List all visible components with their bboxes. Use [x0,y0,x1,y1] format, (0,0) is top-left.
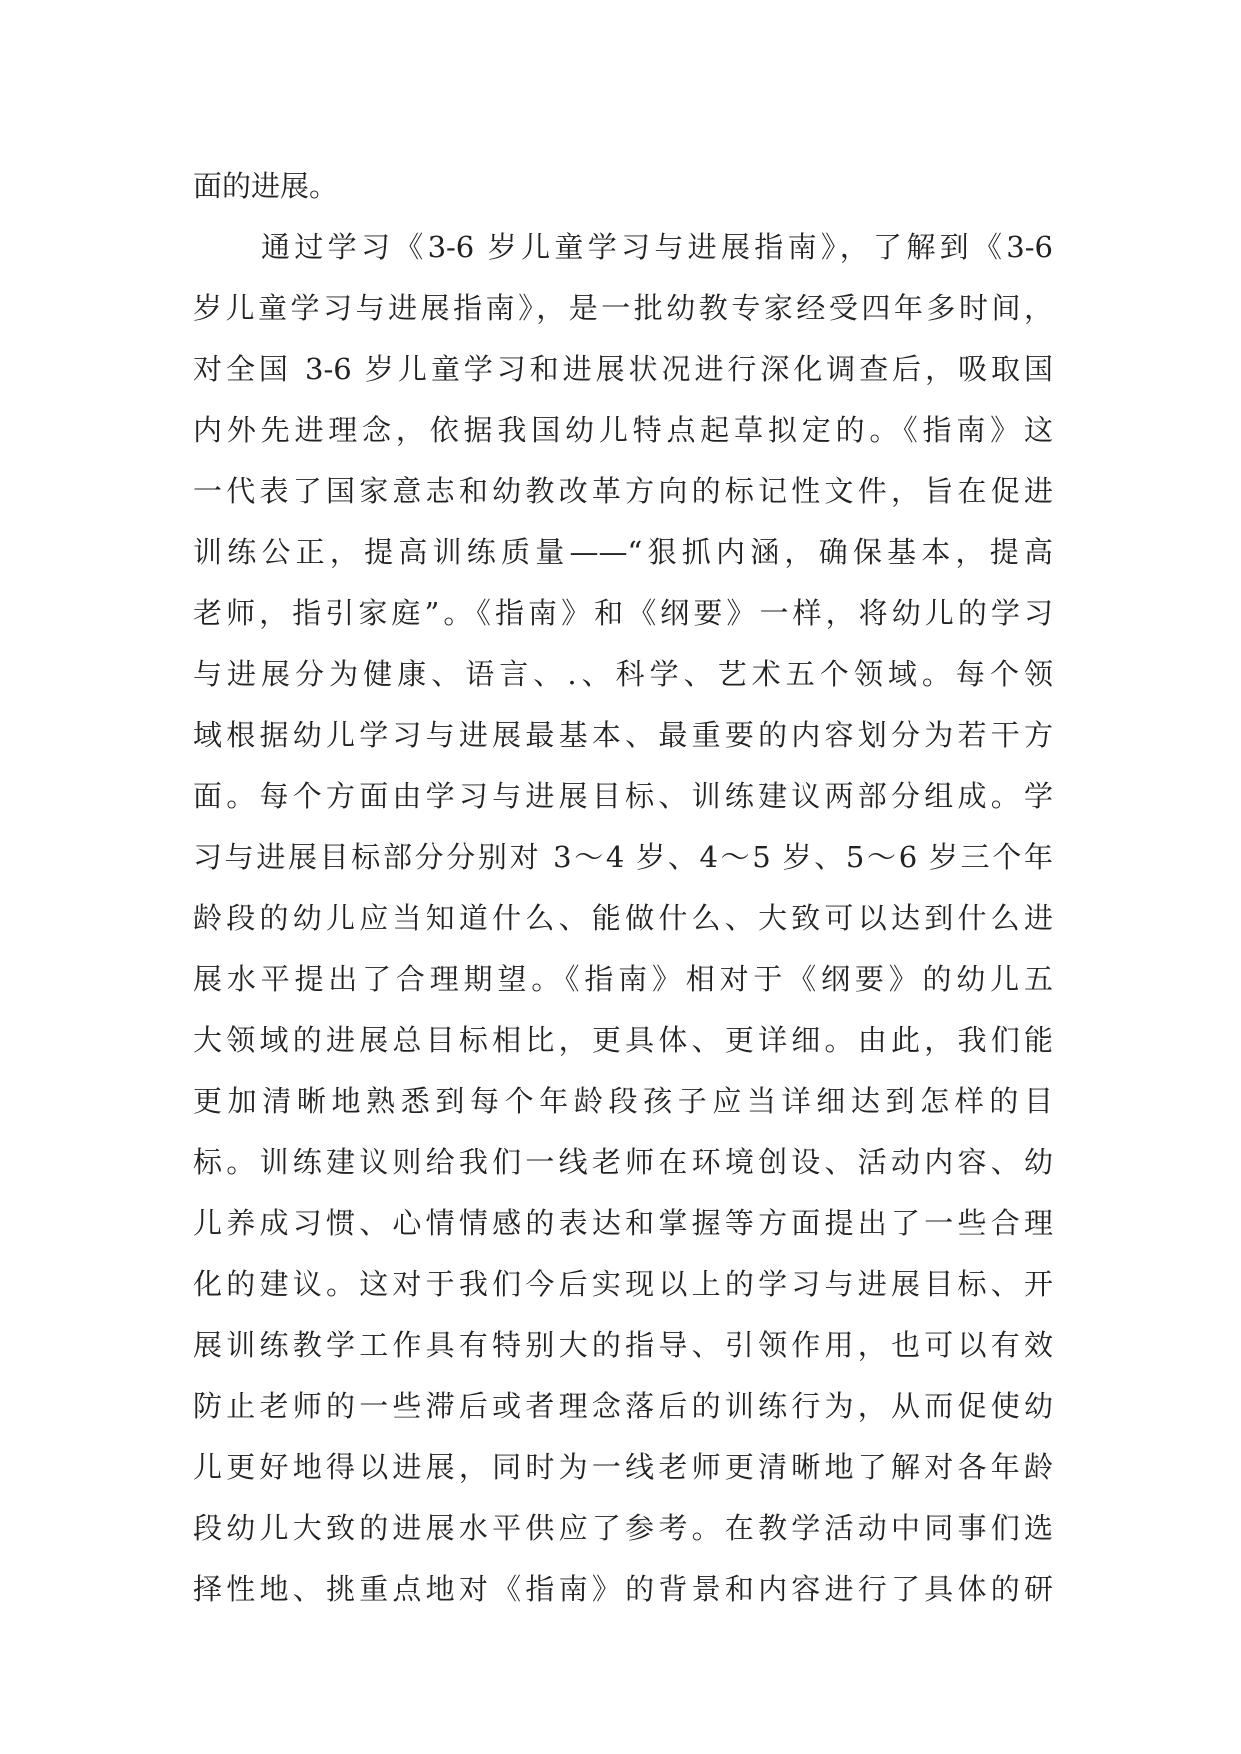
text-line: 段幼儿大致的进展水平供应了参考。在教学活动中同事们选 [193,1511,1053,1545]
text-line: 习与进展目标部分分别对 3～4 岁、4～5 岁、5～6 岁三个年 [193,840,1053,874]
text-line: 择性地、挑重点地对《指南》的背景和内容进行了具体的研 [193,1572,1053,1606]
text-line: 更加清晰地熟悉到每个年龄段孩子应当详细达到怎样的目 [193,1084,1053,1118]
text-line: 训练公正，提高训练质量——“狠抓内涵，确保基本，提高 [193,535,1053,569]
text-line: 面。每个方面由学习与进展目标、训练建议两部分组成。学 [193,779,1053,813]
text-line: 大领域的进展总目标相比，更具体、更详细。由此，我们能 [193,1023,1053,1057]
text-line: 通过学习《3-6 岁儿童学习与进展指南》，了解到《3-6 [261,230,1053,264]
text-line: 儿更好地得以进展，同时为一线老师更清晰地了解对各年龄 [193,1450,1053,1484]
text-line: 对全国 3-6 岁儿童学习和进展状况进行深化调查后，吸取国 [193,352,1053,386]
text-line: 与进展分为健康、语言、.、科学、艺术五个领域。每个领 [193,657,1053,691]
text-line: 展水平提出了合理期望。《指南》相对于《纲要》的幼儿五 [193,962,1053,996]
text-line: 化的建议。这对于我们今后实现以上的学习与进展目标、开 [193,1267,1053,1301]
text-line: 儿养成习惯、心情情感的表达和掌握等方面提出了一些合理 [193,1206,1053,1240]
text-line: 标。训练建议则给我们一线老师在环境创设、活动内容、幼 [193,1145,1053,1179]
text-line: 岁儿童学习与进展指南》，是一批幼教专家经受四年多时间， [193,291,1053,325]
document-body [193,156,1053,1620]
text-line: 老师，指引家庭”。《指南》和《纲要》一样，将幼儿的学习 [193,596,1053,630]
text-line: 内外先进理念，依据我国幼儿特点起草拟定的。《指南》这 [193,413,1053,447]
text-line: 域根据幼儿学习与进展最基本、最重要的内容划分为若干方 [193,718,1053,752]
text-line: 展训练教学工作具有特别大的指导、引领作用，也可以有效 [193,1328,1053,1362]
text-line: 龄段的幼儿应当知道什么、能做什么、大致可以达到什么进 [193,901,1053,935]
text-line: 防止老师的一些滞后或者理念落后的训练行为，从而促使幼 [193,1389,1053,1423]
text-line: 面的进展。 [193,169,339,203]
text-line: 一代表了国家意志和幼教改革方向的标记性文件，旨在促进 [193,474,1053,508]
